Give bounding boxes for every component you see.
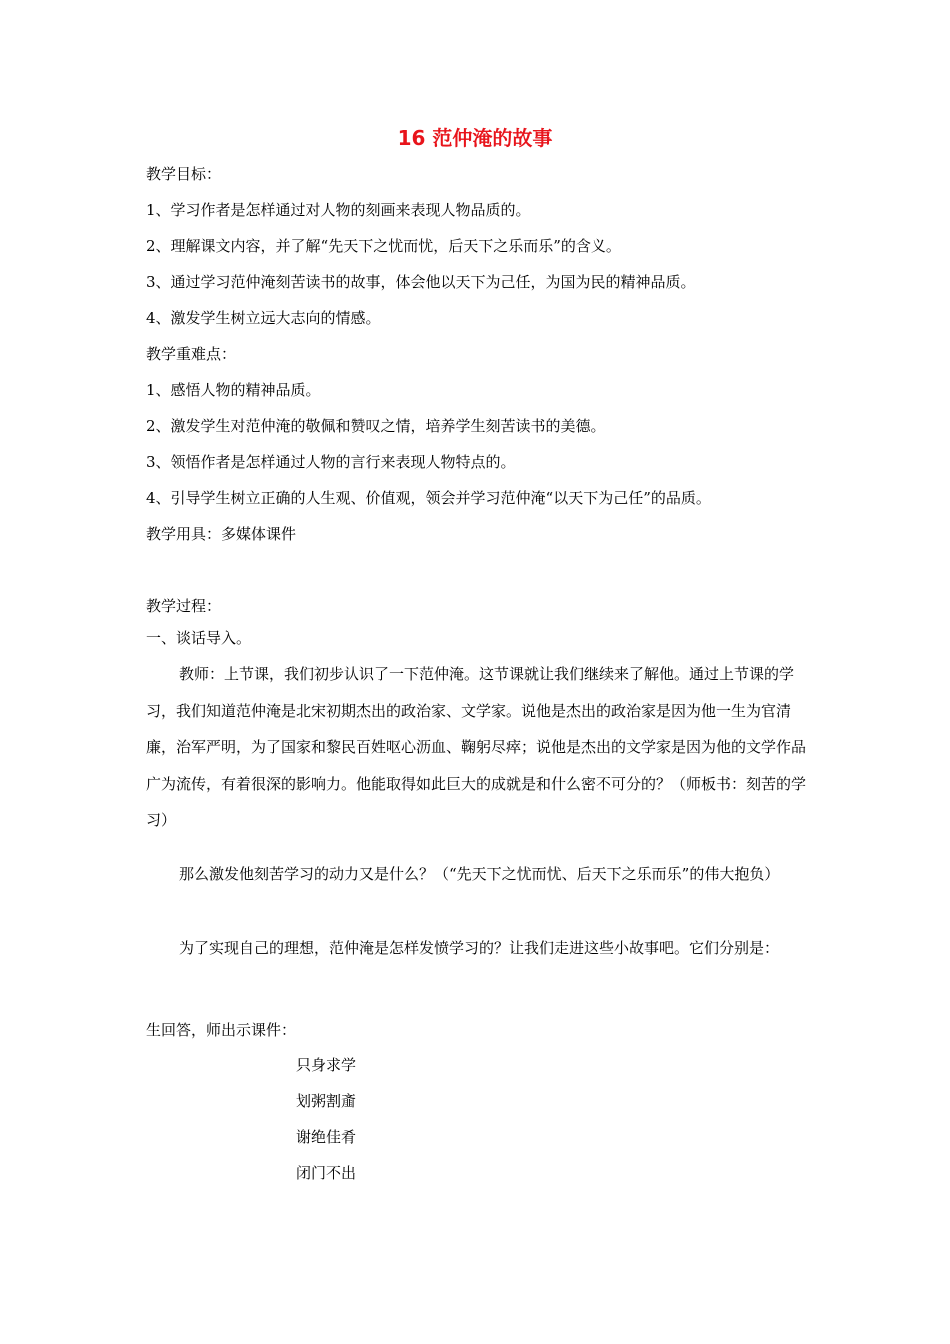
section-heading: 一、谈话导入。 <box>146 629 252 647</box>
body-paragraph: 教师：上节课，我们初步认识了一下范仲淹。这节课就让我们继续来了解他。通过上节课的学习，我们知道范仲淹是北宋初期杰出的政治家、文学家。说他是杰出的政治家是因为他一生为官清廉，治军严明，为了国家和黎民百姓呕心沥血、鞠躬尽瘁；说他是杰出的文学家是因为他的文学作品广为流传，有着很深的影响力。他能取得如此巨大的成就是和什么密不可分的？（师板书：刻苦的学习） <box>146 665 807 829</box>
objective-item: 3、通过学习范仲淹刻苦读书的故事，体会他以天下为己任，为国为民的精神品质。 <box>146 273 696 291</box>
process-heading: 教学过程： <box>146 597 222 615</box>
objectives-heading: 教学目标： <box>146 165 222 183</box>
objective-item: 2、理解课文内容，并了解“先天下之忧而忧，后天下之乐而乐”的含义。 <box>146 237 621 255</box>
keypoints-heading: 教学重难点： <box>146 345 237 363</box>
objective-item: 1、学习作者是怎样通过对人物的刻画来表现人物品质的。 <box>146 201 531 219</box>
keypoint-item: 2、激发学生对范仲淹的敬佩和赞叹之情，培养学生刻苦读书的美德。 <box>146 417 606 435</box>
objective-item: 4、激发学生树立远大志向的情感。 <box>146 309 381 327</box>
keypoint-item: 4、引导学生树立正确的人生观、价值观，领会并学习范仲淹“以天下为己任”的品质。 <box>146 489 711 507</box>
teaching-tools: 教学用具：多媒体课件 <box>146 525 297 543</box>
story-item: 只身求学 <box>296 1056 357 1074</box>
body-paragraph: 为了实现自己的理想，范仲淹是怎样发愤学习的？让我们走进这些小故事吧。它们分别是： <box>179 939 780 957</box>
story-item: 闭门不出 <box>296 1164 357 1182</box>
body-paragraph: 那么激发他刻苦学习的动力又是什么？（“先天下之忧而忧、后天下之乐而乐”的伟大抱负） <box>179 865 780 883</box>
story-item: 划粥割齑 <box>296 1092 357 1110</box>
answer-line: 生回答，师出示课件： <box>146 1021 297 1039</box>
keypoint-item: 3、领悟作者是怎样通过人物的言行来表现人物特点的。 <box>146 453 516 471</box>
story-item: 谢绝佳肴 <box>296 1128 357 1146</box>
page-title: 16 范仲淹的故事 <box>397 126 553 150</box>
keypoint-item: 1、感悟人物的精神品质。 <box>146 381 321 399</box>
